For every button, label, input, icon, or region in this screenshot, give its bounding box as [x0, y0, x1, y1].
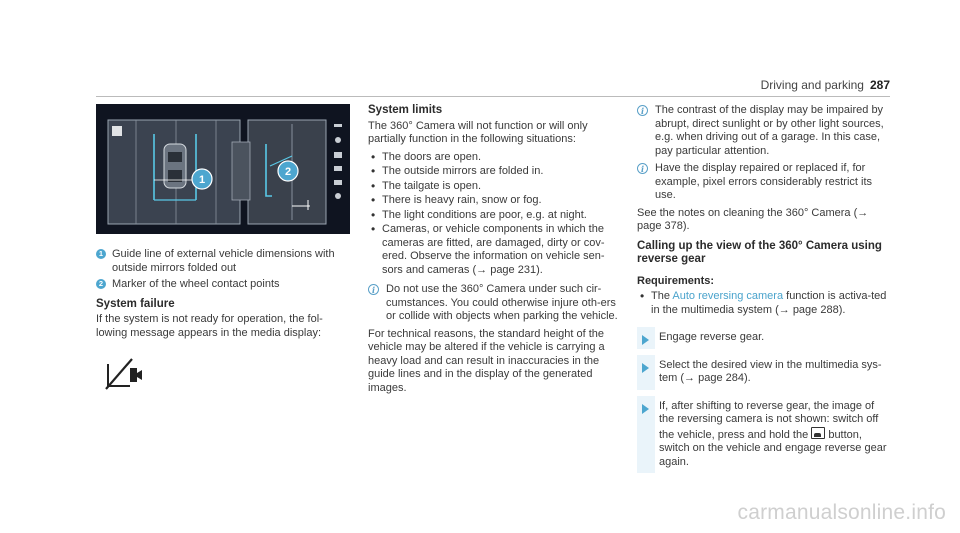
list-item: • The outside mirrors are folded in. — [368, 165, 620, 179]
technical-paragraph: For technical reasons, the standard height of the vehicle may be altered if the vehicle is carrying a heavy load and can result in inaccuracies in the guide lines and in the display of the generated images. — [368, 327, 605, 394]
step — [637, 355, 892, 390]
info-icon: i — [637, 163, 648, 174]
note — [637, 162, 892, 203]
system-limits-intro: The 360° Camera will not function or will only partially function in the following situations: — [368, 119, 588, 145]
failure-text: If the system is not ready for operation, the fol-lowing message appears in the media display: — [96, 313, 323, 339]
legend-number: 1 — [96, 249, 106, 259]
auto-reversing-camera-link[interactable]: Auto reversing camera — [672, 290, 784, 302]
step — [637, 327, 892, 349]
legend-number: 2 — [96, 279, 106, 289]
legend-item — [96, 248, 350, 275]
column-2-text — [368, 104, 620, 395]
step-arrow-icon — [642, 335, 649, 345]
section-title: Driving and parking — [760, 78, 864, 92]
requirements-list — [637, 290, 892, 317]
legend-text: Guide line of external vehicle dimensions with outside mirrors folded out — [112, 248, 335, 274]
column-1-text — [96, 248, 350, 340]
note — [637, 104, 892, 158]
step-arrow-icon — [642, 404, 649, 414]
failure-heading: System failure — [96, 297, 175, 310]
step-text: Engage reverse gear. — [659, 331, 765, 343]
step-text: Select the desired view in the multimedia sys-tem (→ page 284). — [659, 358, 882, 384]
column-3-text — [637, 104, 892, 479]
camera-view-illustration — [96, 104, 350, 234]
cleaning-paragraph: See the notes on cleaning the 360° Camera (→ page 378). — [637, 206, 869, 232]
camera-display-image — [96, 104, 350, 234]
note — [368, 283, 620, 324]
legend-item — [96, 278, 350, 292]
step-text: If, after shifting to reverse gear, the image of the reversing camera is not shown: switch off the vehicle, press and hold the button, switch on the vehicle and engage reverse gear again. — [659, 399, 887, 468]
list-item: • There is heavy rain, snow or fog. — [368, 194, 620, 208]
marker-1-label: 1 — [198, 174, 206, 186]
note-text: Have the display repaired or replaced if, for example, pixel errors considerably restrict its use. — [655, 162, 873, 201]
header-divider — [96, 96, 890, 97]
info-icon: i — [637, 105, 648, 116]
legend-text: Marker of the wheel contact points — [112, 278, 280, 290]
page-header — [761, 78, 890, 92]
list-item: • The light conditions are poor, e.g. at night. — [368, 209, 620, 223]
camera-off-icon — [104, 356, 144, 397]
list-item: • The tailgate is open. — [368, 180, 620, 194]
watermark: carmanualsonline.info — [737, 501, 946, 524]
list-item: • Cameras, or vehicle components in which the cameras are fitted, are damaged, dirty or cov-ered. Observe the information on vehicle sen-sors and cameras (→ page 231). — [368, 223, 620, 277]
marker-2-label: 2 — [284, 166, 292, 178]
reverse-gear-heading: Calling up the view of the 360° Camera using reverse gear — [637, 239, 882, 265]
requirements-heading: Requirements: — [637, 274, 715, 287]
system-limits-heading: System limits — [368, 104, 443, 116]
parking-camera-button-icon — [811, 427, 825, 439]
list-item: • The Auto reversing camera function is activa-ted in the multimedia system (→ page 288). — [637, 290, 892, 317]
step — [637, 396, 892, 474]
limits-list — [368, 151, 620, 278]
note-text: Do not use the 360° Camera under such cir-cumstances. You could otherwise injure oth-ers or collide with objects when parking the vehicle. — [386, 283, 618, 322]
note-text: The contrast of the display may be impaired by abrupt, direct sunlight or by other light sources, e.g. when driving out of a garage. In this case, pay particular attention. — [655, 104, 884, 157]
page-number: 287 — [869, 78, 890, 92]
info-icon: i — [368, 284, 379, 295]
list-item: • The doors are open. — [368, 151, 620, 165]
step-arrow-icon — [642, 363, 649, 373]
